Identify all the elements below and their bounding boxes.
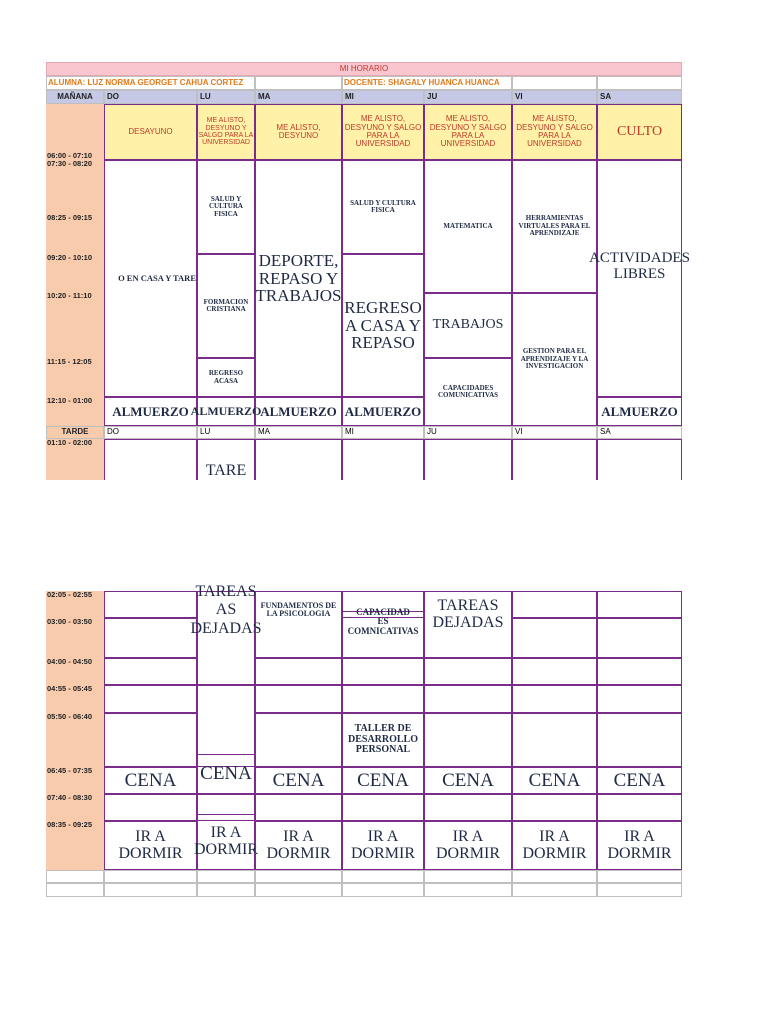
time-cell: 06:00 - 07:10: [46, 104, 104, 160]
day-header-ma: MA: [255, 90, 342, 104]
day-header-do: DO: [104, 90, 197, 104]
empty-row-cell: [46, 870, 104, 883]
almuerzo-mi: ALMUERZO: [342, 397, 424, 426]
dormir-ma: IR A DORMIR: [255, 821, 342, 870]
vi-herramientas: HERRAMIENTAS VIRTUALES PARA EL APRENDIZAJE: [512, 160, 597, 293]
time-cell: 05:50 - 06:40: [46, 713, 104, 767]
time-cell: 09:20 - 10:10: [46, 254, 104, 292]
mi-taller: TALLER DE DESARROLLO PERSONAL: [342, 713, 424, 767]
slot-cell: [512, 685, 597, 713]
cena-mi: CENA: [342, 767, 424, 794]
time-cell: 02:05 - 02:55: [46, 591, 104, 618]
cena-vi: CENA: [512, 767, 597, 794]
lu-tareas-top: TARE: [197, 439, 255, 480]
mi-regreso: REGRESO A CASA Y REPASO: [342, 254, 424, 397]
afternoon-label: TARDE: [46, 426, 104, 439]
ma-fundamentos: FUNDAMENTOS DE LA PSICOLOGIA: [255, 591, 342, 658]
slot-cell: [424, 439, 512, 480]
slot-cell: [104, 685, 197, 713]
slot-cell: [597, 658, 682, 685]
breakfast-ma: ME ALISTO, DESYUNO: [255, 104, 342, 160]
mi-salud: SALUD Y CULTURA FISICA: [342, 160, 424, 254]
day-header-ju-tarde: JU: [424, 426, 512, 439]
ju-tareas-dejadas: TAREAS DEJADAS: [424, 591, 512, 658]
slot-cell: [424, 713, 512, 767]
slot-cell: [424, 794, 512, 821]
time-cell: 01:10 - 02:00: [46, 439, 104, 480]
slot-cell: [342, 658, 424, 685]
slot-cell: [512, 618, 597, 658]
ju-matematica: MATEMATICA: [424, 160, 512, 293]
slot-cell: [597, 439, 682, 480]
time-cell: 11:15 - 12:05: [46, 358, 104, 397]
lu-formacion: FORMACION CRISTIANA: [197, 254, 255, 358]
teacher-name: DOCENTE: SHAGALY HUANCA HUANCA: [342, 76, 512, 90]
ju-capacidades: CAPACIDADES COMUNICATIVAS: [424, 358, 512, 426]
empty-row-cell: [342, 870, 424, 883]
breakfast-lu: ME ALISTO, DESYUNO Y SALGO PARA LA UNIVERSIDAD: [197, 104, 255, 160]
time-cell: 07:30 - 08:20: [46, 160, 104, 214]
dormir-lu: IR A DORMIR: [197, 814, 255, 870]
time-cell: 08:25 - 09:15: [46, 214, 104, 254]
day-header-sa-tarde: SA: [597, 426, 682, 439]
culto-sa: CULTO: [597, 104, 682, 160]
slot-cell: [255, 658, 342, 685]
sa-actividades-libres: ACTIVIDADES LIBRES: [597, 160, 682, 397]
lu-tareas-cut: TAREAS: [195, 583, 257, 600]
day-header-do-tarde: DO: [104, 426, 197, 439]
schedule-title: MI HORARIO: [46, 62, 682, 76]
morning-label: MAÑANA: [46, 90, 104, 104]
slot-cell: [342, 794, 424, 821]
student-name: ALUMNA: LUZ NORMA GEORGET CAHUA CORTEZ: [46, 76, 255, 90]
do-activity-block: O EN CASA Y TARE: [104, 160, 197, 397]
empty-row-cell: [104, 870, 197, 883]
slot-cell: [512, 591, 597, 618]
slot-cell: [104, 713, 197, 767]
dormir-do: IR A DORMIR: [104, 821, 197, 870]
cena-ma: CENA: [255, 767, 342, 794]
slot-cell: [597, 713, 682, 767]
lu-regreso: REGRESO ACASA: [197, 358, 255, 397]
slot-cell: [512, 713, 597, 767]
slot-cell: [512, 658, 597, 685]
day-header-ju: JU: [424, 90, 512, 104]
empty-row-cell: [424, 883, 512, 897]
almuerzo-sa: ALMUERZO: [597, 397, 682, 426]
almuerzo-do: ALMUERZO: [104, 397, 197, 426]
day-header-mi: MI: [342, 90, 424, 104]
time-cell: 10:20 - 11:10: [46, 292, 104, 358]
slot-cell: [597, 794, 682, 821]
slot-cell: [597, 591, 682, 618]
empty-row-cell: [342, 883, 424, 897]
dormir-mi: IR A DORMIR: [342, 821, 424, 870]
dormir-sa: IR A DORMIR: [597, 821, 682, 870]
slot-cell: [342, 685, 424, 713]
day-header-sa: SA: [597, 90, 682, 104]
slot-cell: [424, 658, 512, 685]
slot-cell: [342, 439, 424, 480]
slot-cell: [104, 794, 197, 821]
ma-activity-block: DEPORTE, REPASO Y TRABAJOS: [255, 160, 342, 397]
empty-row-cell: [255, 870, 342, 883]
mi-capacidades: [342, 607, 424, 658]
slot-cell: [104, 591, 197, 618]
lu-tareas-text: AS DEJADAS: [190, 601, 262, 637]
time-cell: 04:55 - 05:45: [46, 685, 104, 713]
empty-row-cell: [424, 870, 512, 883]
time-cell: 06:45 - 07:35: [46, 767, 104, 794]
day-header-mi-tarde: MI: [342, 426, 424, 439]
breakfast-do: DESAYUNO: [104, 104, 197, 160]
mi-capacidad-text: ES COMNICATIVAS: [347, 616, 419, 636]
time-cell: 03:00 - 03:50: [46, 618, 104, 658]
breakfast-mi: ME ALISTO, DESYUNO Y SALGO PARA LA UNIVERSIDAD: [342, 104, 424, 160]
day-header-vi: VI: [512, 90, 597, 104]
slot-cell: [255, 439, 342, 480]
empty-row-cell: [512, 870, 597, 883]
slot-cell: [104, 439, 197, 480]
empty-row-cell: [104, 883, 197, 897]
empty-row-cell: [197, 870, 255, 883]
mi-capacidad-cut: CAPACIDAD: [356, 607, 410, 617]
time-cell: 07:40 - 08:30: [46, 794, 104, 821]
cena-do: CENA: [104, 767, 197, 794]
day-header-vi-tarde: VI: [512, 426, 597, 439]
breakfast-vi: ME ALISTO, DESYUNO Y SALGO PARA LA UNIVERSIDAD: [512, 104, 597, 160]
slot-cell: [255, 794, 342, 821]
day-header-lu: LU: [197, 90, 255, 104]
vi-gestion: GESTION PARA EL APRENDIZAJE Y LA INVESTIGACION: [512, 293, 597, 426]
lu-tareas-dejadas: [190, 583, 262, 685]
empty-row-cell: [46, 883, 104, 897]
time-cell: 12:10 - 01:00: [46, 397, 104, 426]
cena-lu: CENA: [197, 754, 255, 794]
slot-cell: [512, 794, 597, 821]
cena-ju: CENA: [424, 767, 512, 794]
info-empty-cell: [597, 76, 682, 90]
info-empty-cell: [512, 76, 597, 90]
empty-row-cell: [197, 883, 255, 897]
breakfast-ju: ME ALISTO, DESYUNO Y SALGO PARA LA UNIVERSIDAD: [424, 104, 512, 160]
cena-sa: CENA: [597, 767, 682, 794]
empty-row-cell: [255, 883, 342, 897]
almuerzo-lu: ALMUERZO: [197, 397, 255, 426]
empty-row-cell: [597, 870, 682, 883]
dormir-ju: IR A DORMIR: [424, 821, 512, 870]
day-header-ma-tarde: MA: [255, 426, 342, 439]
slot-cell: [104, 658, 197, 685]
empty-row-cell: [512, 883, 597, 897]
slot-cell: [424, 685, 512, 713]
slot-cell: [255, 685, 342, 713]
ju-trabajos: TRABAJOS: [424, 293, 512, 358]
slot-cell: [597, 685, 682, 713]
empty-row-cell: [597, 883, 682, 897]
lu-salud: SALUD Y CULTURA FISICA: [197, 160, 255, 254]
slot-cell: [597, 618, 682, 658]
slot-cell: [255, 713, 342, 767]
time-cell: 04:00 - 04:50: [46, 658, 104, 685]
time-cell: 08:35 - 09:25: [46, 821, 104, 870]
info-empty-cell: [255, 76, 342, 90]
day-header-lu-tarde: LU: [197, 426, 255, 439]
dormir-vi: IR A DORMIR: [512, 821, 597, 870]
slot-cell: [104, 618, 197, 658]
almuerzo-ma: ALMUERZO: [255, 397, 342, 426]
slot-cell: [512, 439, 597, 480]
